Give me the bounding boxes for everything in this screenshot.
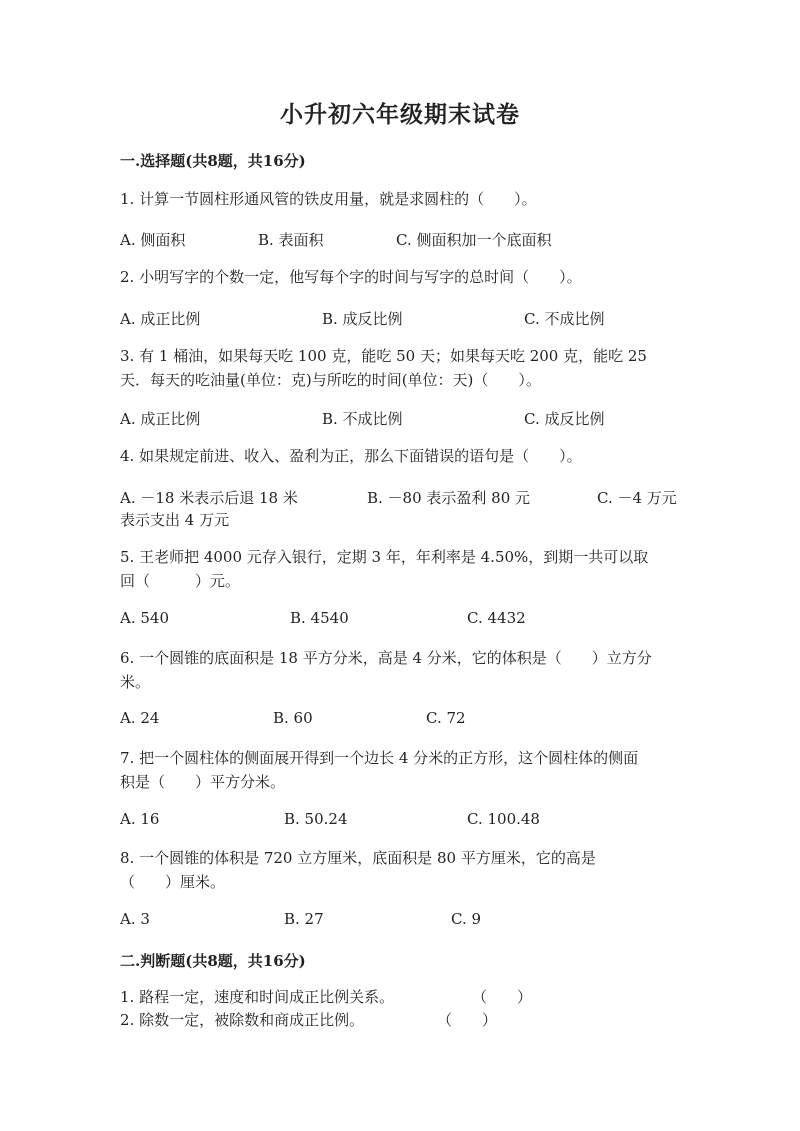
question-2	[120, 265, 582, 289]
question-4-line-1: 4. 如果规定前进、收入、盈利为正，那么下面错误的语句是（ ）。	[120, 447, 582, 465]
q6-option-c: C. 72	[426, 709, 466, 727]
q5-option-c: C. 4432	[467, 609, 526, 627]
question-3	[120, 344, 647, 392]
q4-option-b: B. －80 表示盈利 80 元	[367, 489, 531, 507]
question-6-line-2: 米。	[120, 673, 151, 691]
page-title: 小升初六年级期末试卷	[280, 101, 520, 128]
question-3-line-1: 3. 有 1 桶油，如果每天吃 100 克，能吃 50 天；如果每天吃 200 克，能吃 25	[120, 347, 647, 365]
q4-option-c-continued: 表示支出 4 万元	[120, 511, 230, 529]
q8-option-a: A. 3	[120, 910, 150, 928]
question-7-line-1: 7. 把一个圆柱体的侧面展开得到一个边长 4 分米的正方形，这个圆柱体的侧面	[120, 749, 639, 767]
q4-option-c: C. －4 万元	[597, 489, 677, 507]
judgement-1: 1. 路程一定，速度和时间成正比例关系。	[120, 988, 395, 1006]
question-2-line-1: 2. 小明写字的个数一定，他写每个字的时间与写字的总时间（ ）。	[120, 268, 582, 286]
question-5-line-1: 5. 王老师把 4000 元存入银行，定期 3 年，年利率是 4.50%，到期一共可以取	[120, 548, 649, 566]
q2-option-a: A. 成正比例	[120, 310, 201, 328]
q5-option-a: A. 540	[120, 609, 169, 627]
q1-option-a: A. 侧面积	[120, 231, 186, 249]
q1-option-c: C. 侧面积加一个底面积	[396, 231, 552, 249]
question-7-line-2: 积是（ ）平方分米。	[120, 773, 286, 791]
q6-option-b: B. 60	[273, 709, 313, 727]
question-3-line-2: 天．每天的吃油量(单位：克)与所吃的时间(单位：天)（ ）。	[120, 371, 541, 389]
q5-option-b: B. 4540	[290, 609, 349, 627]
question-1-line-1: 1. 计算一节圆柱形通风管的铁皮用量，就是求圆柱的（ ）。	[120, 190, 537, 208]
judgement-2-answer-paren: （ ）	[437, 1011, 498, 1029]
q4-option-a: A. －18 米表示后退 18 米	[120, 489, 298, 507]
q8-option-b: B. 27	[284, 910, 324, 928]
question-4	[120, 444, 582, 468]
q2-option-c: C. 不成比例	[524, 310, 605, 328]
question-8-line-1: 8. 一个圆锥的体积是 720 立方厘米，底面积是 80 平方厘米，它的高是	[120, 849, 596, 867]
question-5-line-2: 回（ ）元。	[120, 572, 241, 590]
q8-option-c: C. 9	[451, 910, 482, 928]
question-8	[120, 846, 596, 894]
q7-option-a: A. 16	[120, 810, 160, 828]
section-1-heading: 一.选择题(共8题，共16分)	[120, 152, 306, 170]
question-1	[120, 187, 537, 211]
q7-option-c: C. 100.48	[467, 810, 540, 828]
question-7	[120, 746, 638, 794]
judgement-1-answer-paren: （ ）	[472, 988, 533, 1006]
q3-option-b: B. 不成比例	[322, 410, 403, 428]
question-8-line-2: （ ）厘米。	[120, 873, 226, 891]
q3-option-c: C. 成反比例	[524, 410, 605, 428]
question-6-line-1: 6. 一个圆锥的底面积是 18 平方分米，高是 4 分米，它的体积是（ ）立方分	[120, 649, 652, 667]
q3-option-a: A. 成正比例	[120, 410, 201, 428]
judgement-2: 2. 除数一定，被除数和商成正比例。	[120, 1011, 365, 1029]
section-2-heading: 二.判断题(共8题，共16分)	[120, 952, 306, 970]
question-6	[120, 646, 652, 694]
q2-option-b: B. 成反比例	[322, 310, 403, 328]
q1-option-b: B. 表面积	[258, 231, 324, 249]
q7-option-b: B. 50.24	[284, 810, 348, 828]
question-5	[120, 545, 648, 593]
q6-option-a: A. 24	[120, 709, 160, 727]
